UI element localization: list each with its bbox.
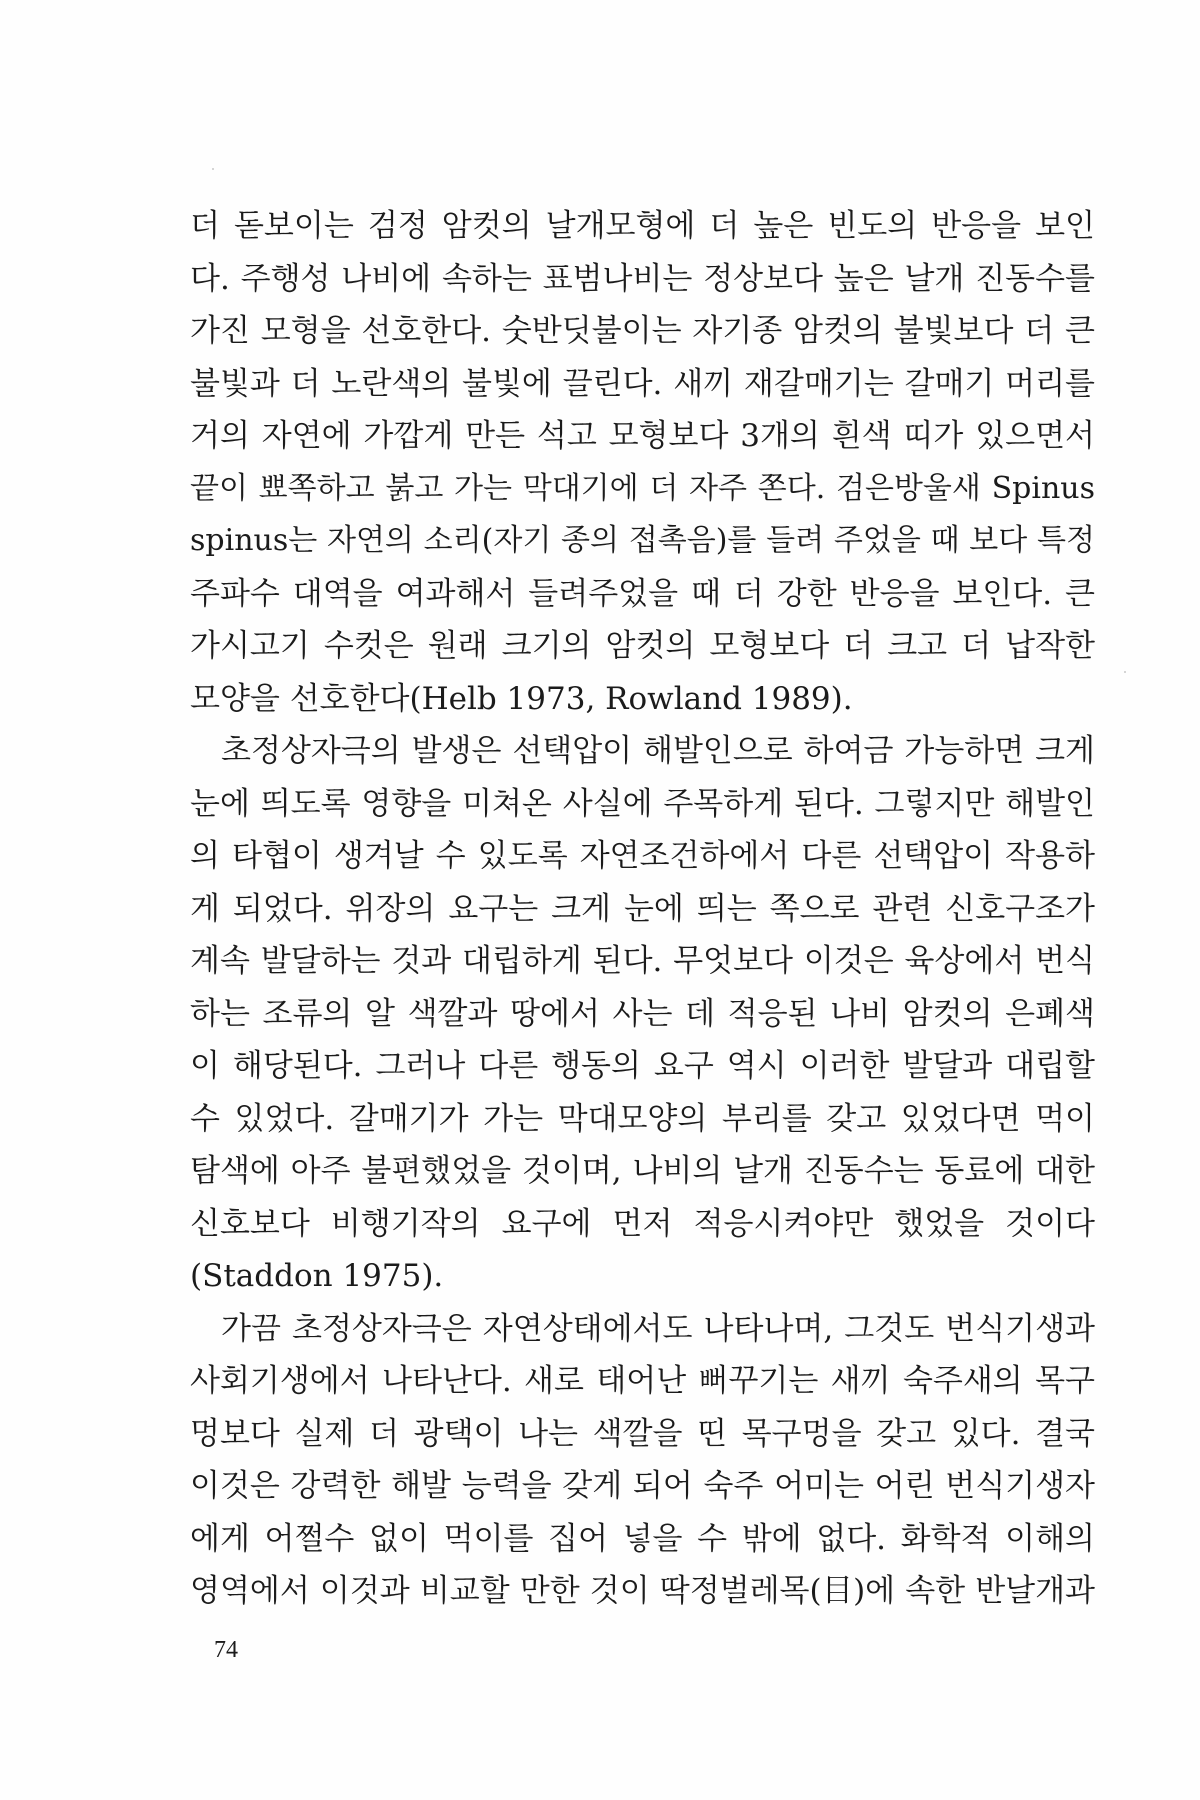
- text-line: 계속 발달하는 것과 대립하게 된다. 무엇보다 이것은 육상에서 번식: [190, 943, 1095, 979]
- text-line: 영역에서 이것과 비교할 만한 것이 딱정벌레목(目)에 속한 반날개과: [190, 1573, 1095, 1609]
- text-line: 수 있었다. 갈매기가 가는 막대모양의 부리를 갖고 있었다면 먹이: [190, 1100, 1095, 1137]
- text-line: (Staddon 1975).: [190, 1258, 444, 1294]
- text-line: 가시고기 수컷은 원래 크기의 암컷의 모형보다 더 크고 더 납작한: [190, 628, 1095, 664]
- text-line: 모양을 선호한다(Helb 1973, Rowland 1989).: [190, 680, 853, 717]
- text-line: 의 타협이 생겨날 수 있도록 자연조건하에서 다른 선택압이 작용하: [190, 838, 1095, 874]
- scan-speck: [1124, 671, 1126, 673]
- text-line: 게 되었다. 위장의 요구는 크게 눈에 띄는 쪽으로 관련 신호구조가: [190, 890, 1095, 927]
- text-line: 이 해당된다. 그러나 다른 행동의 요구 역시 이러한 발달과 대립할: [190, 1048, 1095, 1084]
- text-line: 끝이 뾰쪽하고 붉고 가는 막대기에 더 자주 쫀다. 검은방울새 Spinus: [190, 470, 1095, 506]
- body-text: [190, 200, 1095, 1618]
- text-line: 다. 주행성 나비에 속하는 표범나비는 정상보다 높은 날개 진동수를: [190, 260, 1095, 297]
- text-line: 멍보다 실제 더 광택이 나는 색깔을 띤 목구멍을 갖고 있다. 결국: [190, 1415, 1095, 1452]
- text-line: 탐색에 아주 불편했었을 것이며, 나비의 날개 진동수는 동료에 대한: [190, 1153, 1095, 1189]
- text-line: 가진 모형을 선호한다. 숫반딧불이는 자기종 암컷의 불빛보다 더 큰: [190, 313, 1095, 349]
- page-number: 74: [214, 1637, 238, 1663]
- text-line: 초정상자극의 발생은 선택압이 해발인으로 하여금 가능하면 크게: [221, 733, 1095, 769]
- text-line: 불빛과 더 노란색의 불빛에 끌린다. 새끼 재갈매기는 갈매기 머리를: [190, 365, 1095, 402]
- text-line: spinus는 자연의 소리(자기 종의 접촉음)를 들려 주었을 때 보다 특정: [190, 523, 1095, 558]
- text-line: 주파수 대역을 여과해서 들려주었을 때 더 강한 반응을 보인다. 큰: [190, 575, 1095, 612]
- text-line: 더 돋보이는 검정 암컷의 날개모형에 더 높은 빈도의 반응을 보인: [190, 208, 1095, 244]
- text-line: 눈에 띄도록 영향을 미쳐온 사실에 주목하게 된다. 그렇지만 해발인: [190, 785, 1095, 822]
- scan-speck: [212, 168, 214, 170]
- text-line: 신호보다 비행기작의 요구에 먼저 적응시켜야만 했었을 것이다: [190, 1205, 1095, 1242]
- text-line: 이것은 강력한 해발 능력을 갖게 되어 숙주 어미는 어린 번식기생자: [190, 1468, 1095, 1504]
- text-line: 하는 조류의 알 색깔과 땅에서 사는 데 적응된 나비 암컷의 은폐색: [190, 995, 1095, 1032]
- text-line: 에게 어쩔수 없이 먹이를 집어 넣을 수 밖에 없다. 화학적 이해의: [190, 1520, 1095, 1557]
- text-line: 가끔 초정상자극은 자연상태에서도 나타나며, 그것도 번식기생과: [221, 1310, 1095, 1347]
- text-line: 사회기생에서 나타난다. 새로 태어난 뻐꾸기는 새끼 숙주새의 목구: [190, 1363, 1095, 1399]
- text-line: 거의 자연에 가깝게 만든 석고 모형보다 3개의 흰색 띠가 있으면서: [190, 418, 1095, 454]
